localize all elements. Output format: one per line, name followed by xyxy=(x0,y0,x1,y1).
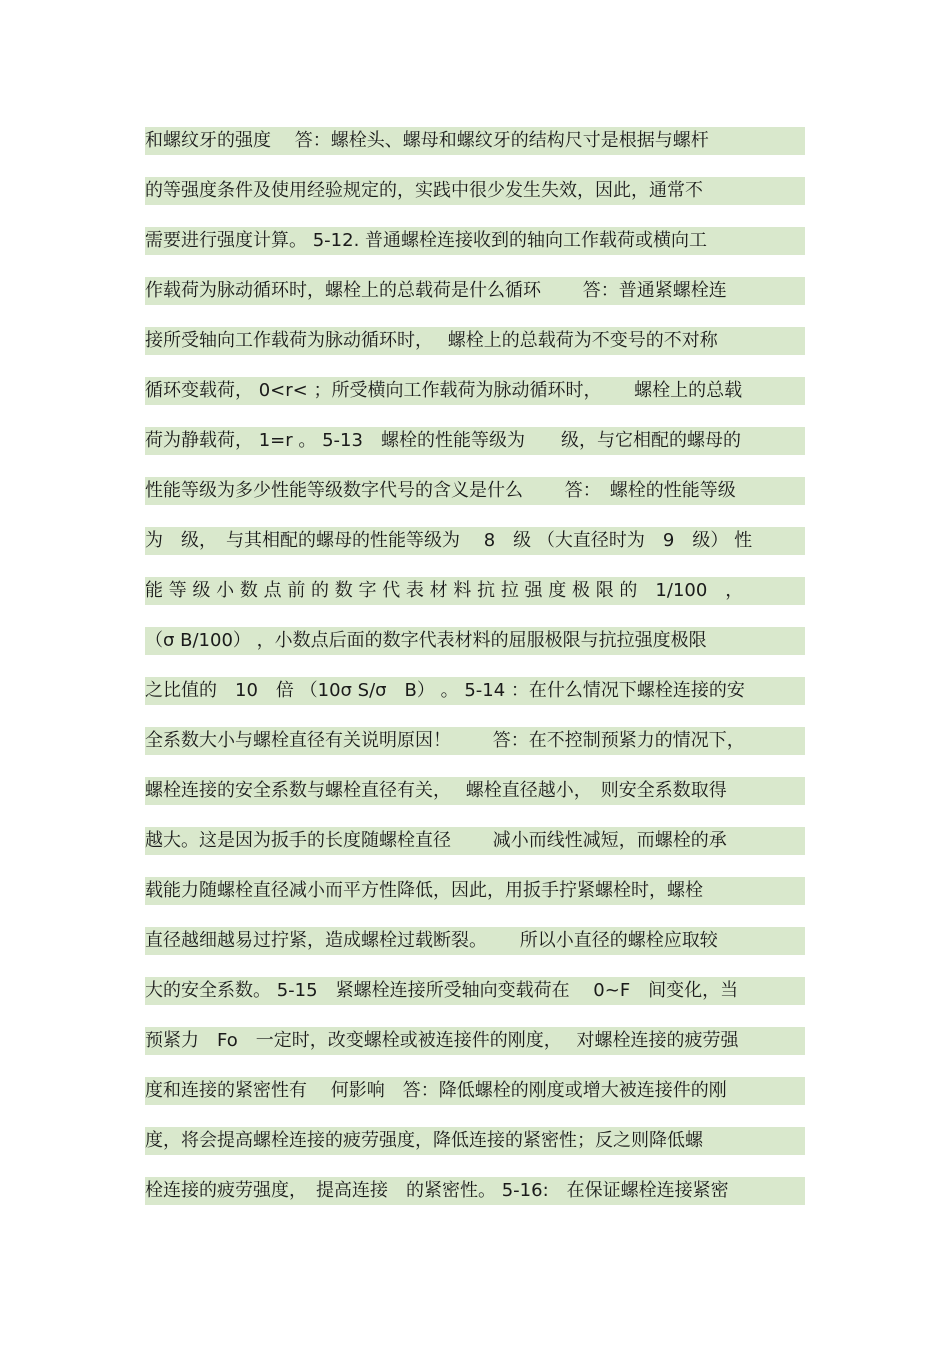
text-line: 预紧力 Fo 一定时，改变螺栓或被连接件的刚度， 对螺栓连接的疲劳强 xyxy=(145,1027,805,1055)
text-line: 需要进行强度计算。 5-12. 普通螺栓连接收到的轴向工作载荷或横向工 xyxy=(145,227,805,255)
text-line: 载能力随螺栓直径减小而平方性降低，因此，用扳手拧紧螺栓时，螺栓 xyxy=(145,877,805,905)
text-line: 为 级， 与其相配的螺母的性能等级为 8 级 （大直径时为 9 级） 性 xyxy=(145,527,805,555)
text-line: 之比值的 10 倍 （10σ S/σ B） 。 5-14 ：在什么情况下螺栓连接的安 xyxy=(145,677,805,705)
text-line: 大的安全系数。 5-15 紧螺栓连接所受轴向变载荷在 0~F 间变化，当 xyxy=(145,977,805,1005)
text-line: 越大。这是因为扳手的长度随螺栓直径 减小而线性减短，而螺栓的承 xyxy=(145,827,805,855)
text-line: 荷为静载荷， 1=r 。 5-13 螺栓的性能等级为 级，与它相配的螺母的 xyxy=(145,427,805,455)
text-line: 的等强度条件及使用经验规定的，实践中很少发生失效，因此，通常不 xyxy=(145,177,805,205)
text-line: 度和连接的紧密性有 何影响 答：降低螺栓的刚度或增大被连接件的刚 xyxy=(145,1077,805,1105)
text-line: 栓连接的疲劳强度， 提高连接 的紧密性。 5-16: 在保证螺栓连接紧密 xyxy=(145,1177,805,1205)
text-line: 性能等级为多少性能等级数字代号的含义是什么 答： 螺栓的性能等级 xyxy=(145,477,805,505)
text-line: 直径越细越易过拧紧，造成螺栓过载断裂。 所以小直径的螺栓应取较 xyxy=(145,927,805,955)
text-line: （σ B/100） ，小数点后面的数字代表材料的屈服极限与抗拉强度极限 xyxy=(145,627,805,655)
text-line: 作载荷为脉动循环时，螺栓上的总载荷是什么循环 答：普通紧螺栓连 xyxy=(145,277,805,305)
text-line: 螺栓连接的安全系数与螺栓直径有关， 螺栓直径越小， 则安全系数取得 xyxy=(145,777,805,805)
text-line: 循环变载荷， 0<r< ；所受横向工作载荷为脉动循环时， 螺栓上的总载 xyxy=(145,377,805,405)
text-line: 度，将会提高螺栓连接的疲劳强度，降低连接的紧密性；反之则降低螺 xyxy=(145,1127,805,1155)
text-block xyxy=(145,127,805,1227)
text-line: 和螺纹牙的强度 答：螺栓头、螺母和螺纹牙的结构尺寸是根据与螺杆 xyxy=(145,127,805,155)
text-line: 接所受轴向工作载荷为脉动循环时， 螺栓上的总载荷为不变号的不对称 xyxy=(145,327,805,355)
text-line: 全系数大小与螺栓直径有关说明原因！ 答：在不控制预紧力的情况下， xyxy=(145,727,805,755)
text-line: 能 等 级 小 数 点 前 的 数 字 代 表 材 料 抗 拉 强 度 极 限 的 1/100 ， xyxy=(145,577,805,605)
